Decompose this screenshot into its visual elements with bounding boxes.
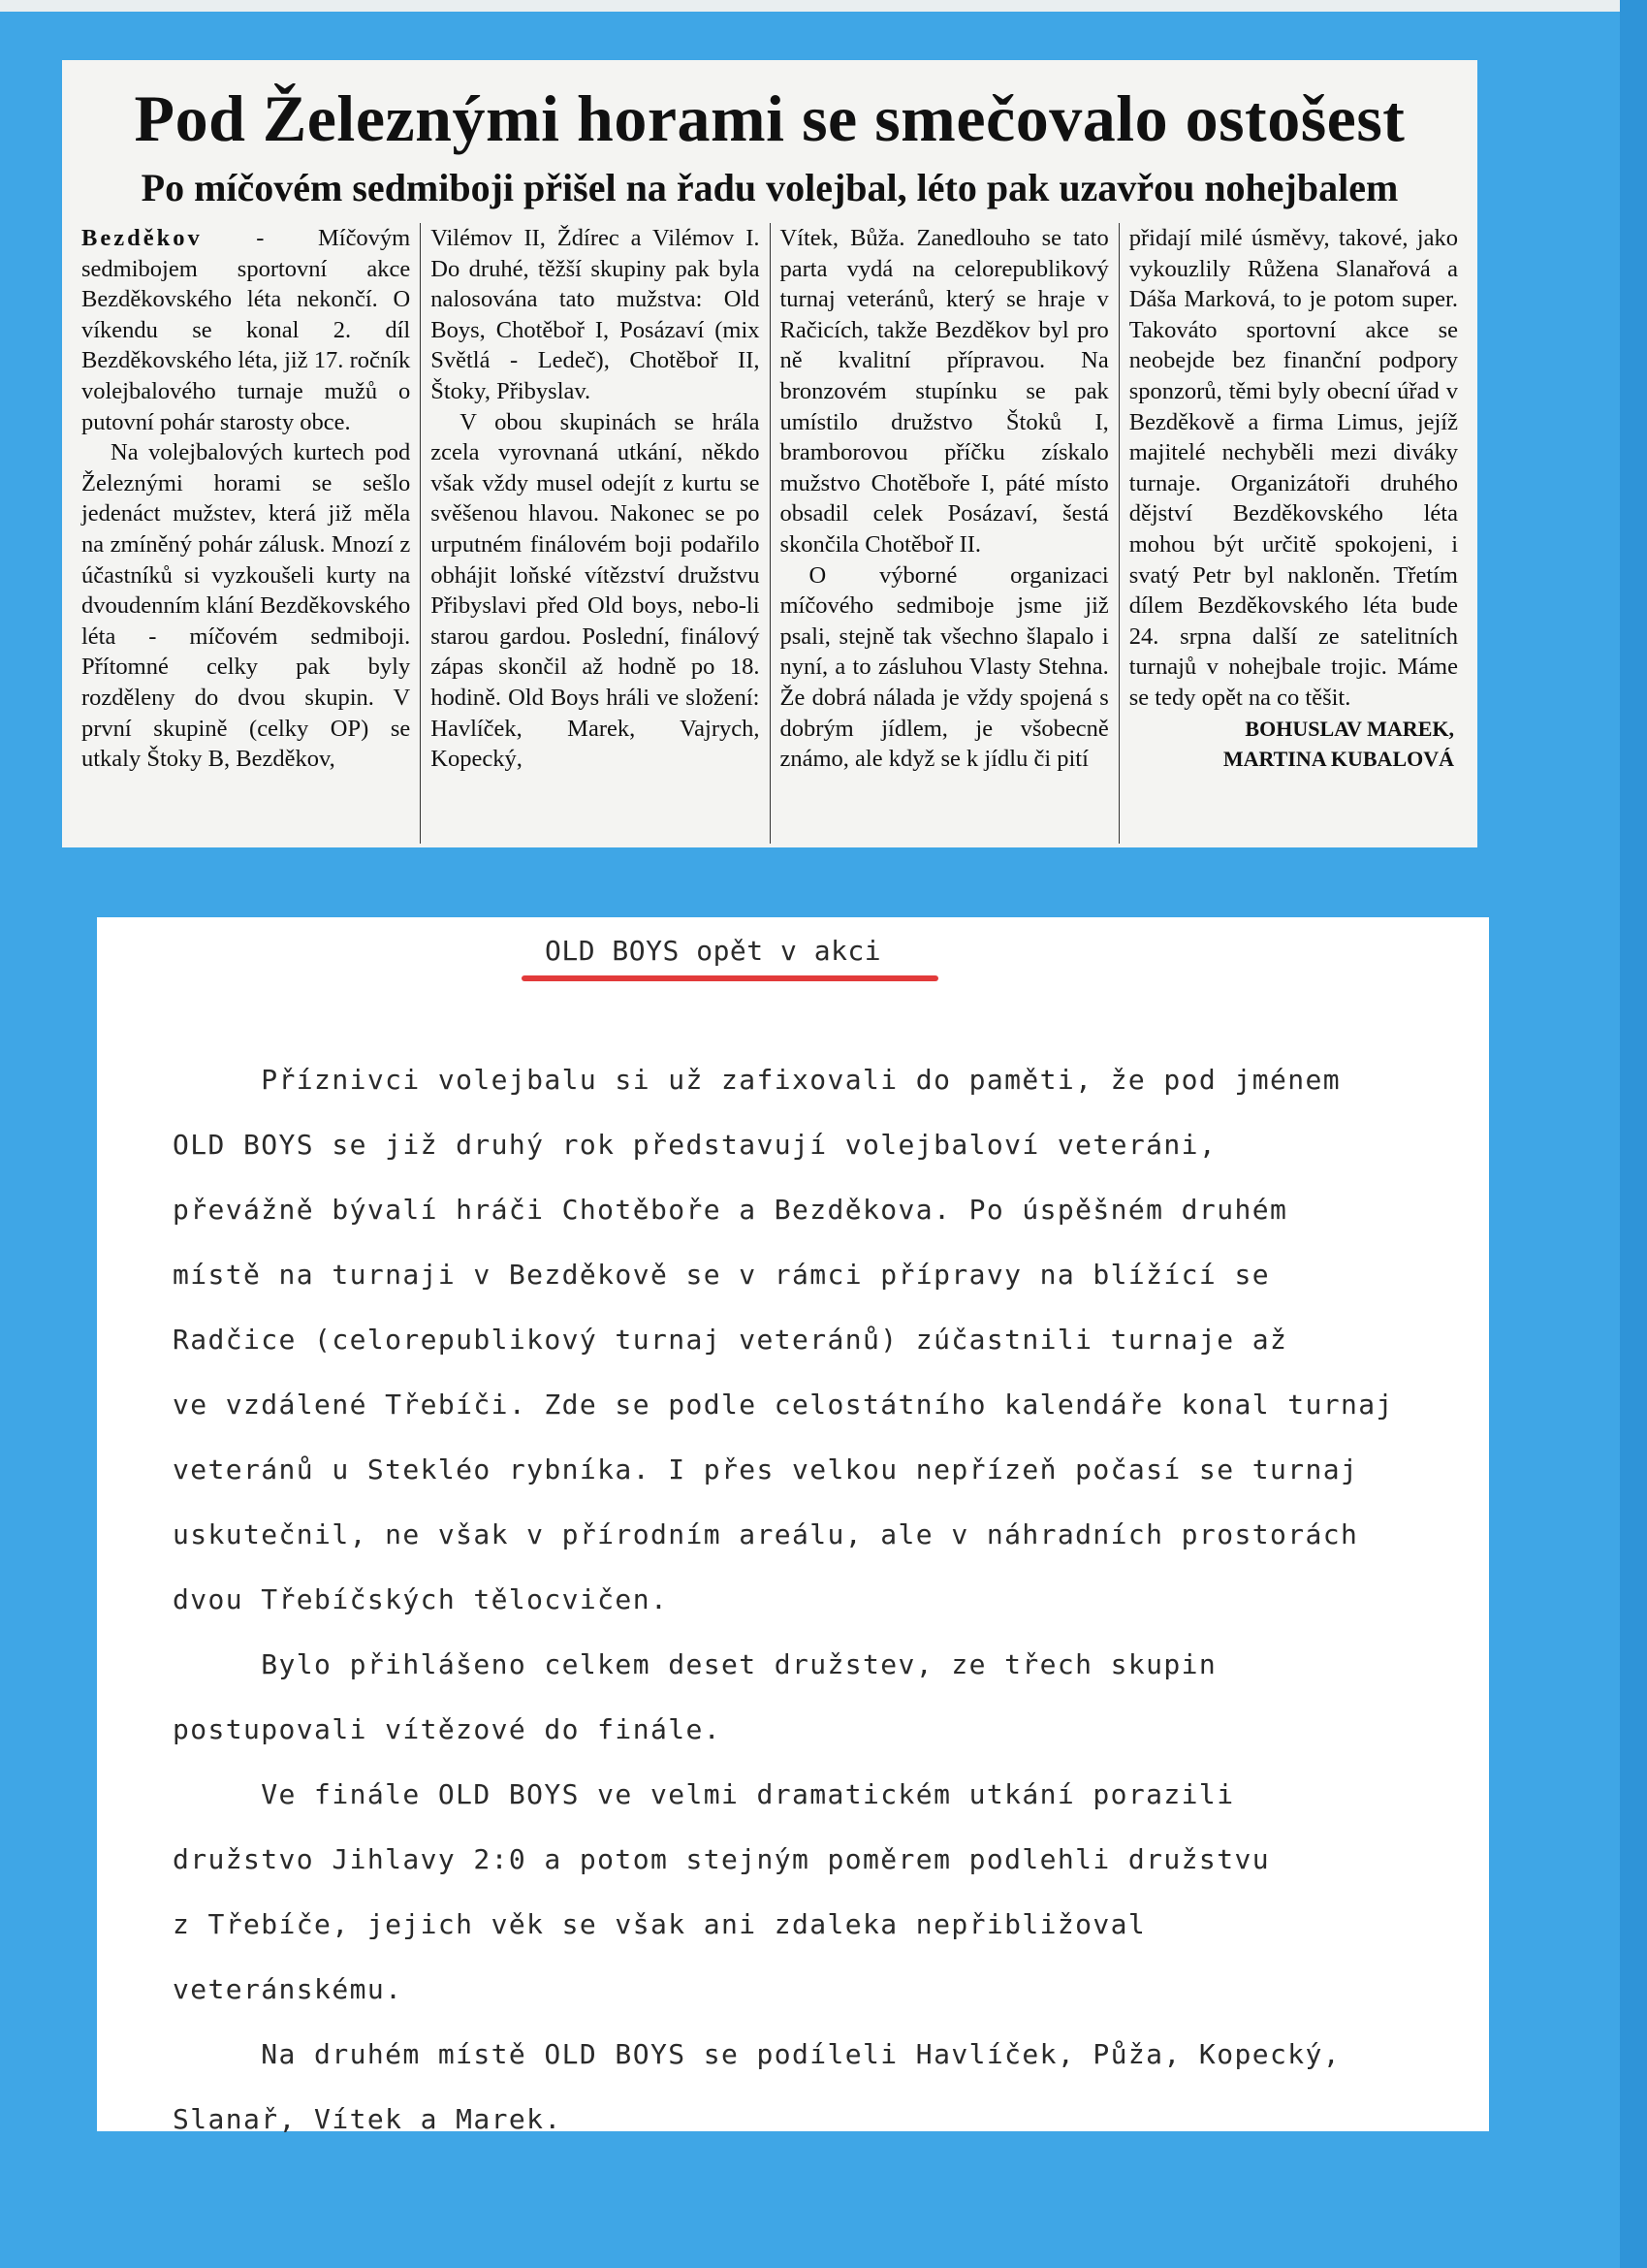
text-line: OLD BOYS se již druhý rok představují volejbaloví veteráni, xyxy=(173,1129,1218,1161)
text-line: Bylo přihlášeno celkem deset družstev, ze třech skupin xyxy=(173,1648,1218,1680)
article-paragraph: Na volejbalových kurtech pod Železnými horami se sešlo jedenáct mužstev, která již měla na zmíněný pohár zálusk. Mnozí z účastníků si vyzkoušeli kurty na dvoudenním klání Bezděkovského léta - míčovém sedmiboji. Přítomné celky pak byly rozděleny do dvou skupin. V první skupině (celky OP) se utkaly Štoky B, Bezděkov, xyxy=(81,439,411,773)
article-paragraph: přidají milé úsměvy, takové, jako vykouzlily Růžena Slanařová a Dáša Marková, to je potom super. Takováto sportovní akce se neobejde bez finanční podpory sponzorů, těmi byly obecní úřad v Bezděkově a firma Limus, jejíž majitelé nechyběli mezi diváky turnaje. Organizátoři druhého dějství Bezděkovského léta mohou být určitě spokojeni, i svatý Petr byl nakloněn. Třetím dílem Bezděkovského léta bude 24. srpna další ze satelitních turnajů v nohejbale trojic. Máme se tedy opět na co těšit. xyxy=(1128,225,1458,711)
text-line: postupovali vítězové do finále. xyxy=(173,1713,721,1745)
scan-right-edge xyxy=(1620,0,1647,2268)
article-author: BOHUSLAV MAREK, xyxy=(1245,716,1454,741)
newspaper-clipping xyxy=(62,60,1477,847)
text-line: Slanař, Vítek a Marek. xyxy=(173,2103,562,2135)
article-subhead: Po míčovém sedmiboji přišel na řadu volejbal, léto pak uzavřou nohejbalem xyxy=(141,166,1399,209)
text-line: Ve finále OLD BOYS ve velmi dramatickém utkání porazili xyxy=(173,1778,1235,1810)
text-line: Radčice (celorepublikový turnaj veteránů) zúčastnili turnaje až xyxy=(173,1324,1288,1356)
article-columns xyxy=(72,223,1468,844)
text-line: veteránskému. xyxy=(173,1973,403,2005)
article-paragraph: Vítek, Bůža. Zanedlouho se tato parta vydá na celorepublikový turnaj veteránů, který se hraje v Račicích, takže Bezděkov byl pro ně kvalitní přípravou. Na bronzovém stupínku se pak umístilo družstvo Štoků I, bramborovou příčku získalo mužstvo Chotěboře I, páté místo obsadil celek Posázaví, šestá skončila Chotěboř II. xyxy=(779,225,1109,558)
text-line: dvou Třebíčských tělocvičen. xyxy=(173,1583,669,1615)
article-dateline: Bezděkov xyxy=(81,225,203,251)
scan-top-edge xyxy=(0,0,1647,12)
text-line: uskutečnil, ne však v přírodním areálu, ale v náhradních prostorách xyxy=(173,1518,1359,1550)
text-line: ve vzdálené Třebíči. Zde se podle celostátního kalendáře konal turnaj xyxy=(173,1389,1394,1421)
article-column-3 xyxy=(770,223,1119,844)
article-author: MARTINA KUBALOVÁ xyxy=(1222,746,1454,771)
article-column-2 xyxy=(420,223,769,844)
article-column-4 xyxy=(1119,223,1468,844)
typewritten-sheet xyxy=(97,917,1489,2135)
text-line: převážně bývalí hráči Chotěboře a Bezděkova. Po úspěšném druhém xyxy=(173,1194,1288,1226)
sheet-title: OLD BOYS opět v akci xyxy=(545,935,882,967)
red-underline xyxy=(522,975,938,981)
article-paragraph: Vilémov II, Ždírec a Vilémov I. Do druhé, těžší skupiny pak byla nalosována tato mužstva: Old Boys, Chotěboř I, Posázaví (mix Světlá - Ledeč), Chotěboř II, Štoky, Přibyslav. xyxy=(430,225,760,404)
text-line: místě na turnaji v Bezděkově se v rámci přípravy na blížící se xyxy=(173,1259,1270,1291)
text-line: Na druhém místě OLD BOYS se podíleli Havlíček, Půža, Kopecký, xyxy=(173,2038,1341,2070)
text-line: Příznivci volejbalu si už zafixovali do paměti, že pod jménem xyxy=(173,1064,1341,1096)
article-column-1 xyxy=(72,223,420,844)
article-paragraph: V obou skupinách se hrála zcela vyrovnaná utkání, někdo však vždy musel odejít z kurtu se svěšenou hlavou. Nakonec se po urputném finálovém boji podařilo obhájit loňské vítězství družstvu Přibyslavi před Old boys, nebo-li starou gardou. Poslední, finálový zápas skončil až hodně po 18. hodině. Old Boys hráli ve složení: Havlíček, Marek, Vajrych, Kopecký, xyxy=(430,408,760,773)
text-line: veteránů u Stekléo rybníka. I přes velkou nepřízeň počasí se turnaj xyxy=(173,1453,1359,1485)
article-paragraph: O výborné organizaci míčového sedmiboje jsme již psali, stejně tak všechno šlapalo i nyní, a to zásluhou Vlasty Stehna. Že dobrá nálada je vždy spojená s dobrým jídlem, je všobecně známo, ale když se k jídlu či pití xyxy=(779,561,1109,773)
article-headline: Pod Železnými horami se smečovalo ostošest xyxy=(134,81,1406,155)
sheet-body xyxy=(173,1047,1530,2152)
article-paragraph: Bezděkov - Míčovým sedmibojem sportovní akce Bezděkovského léta nekončí. O víkendu se konal 2. díl Bezděkovského léta, již 17. ročník volejbalového turnaje mužů o putovní pohár starosty obce. xyxy=(81,225,411,435)
text-line: z Třebíče, jejich věk se však ani zdaleka nepřibližoval xyxy=(173,1908,1147,1940)
text-line: družstvo Jihlavy 2:0 a potom stejným poměrem podlehli družstvu xyxy=(173,1843,1270,1875)
